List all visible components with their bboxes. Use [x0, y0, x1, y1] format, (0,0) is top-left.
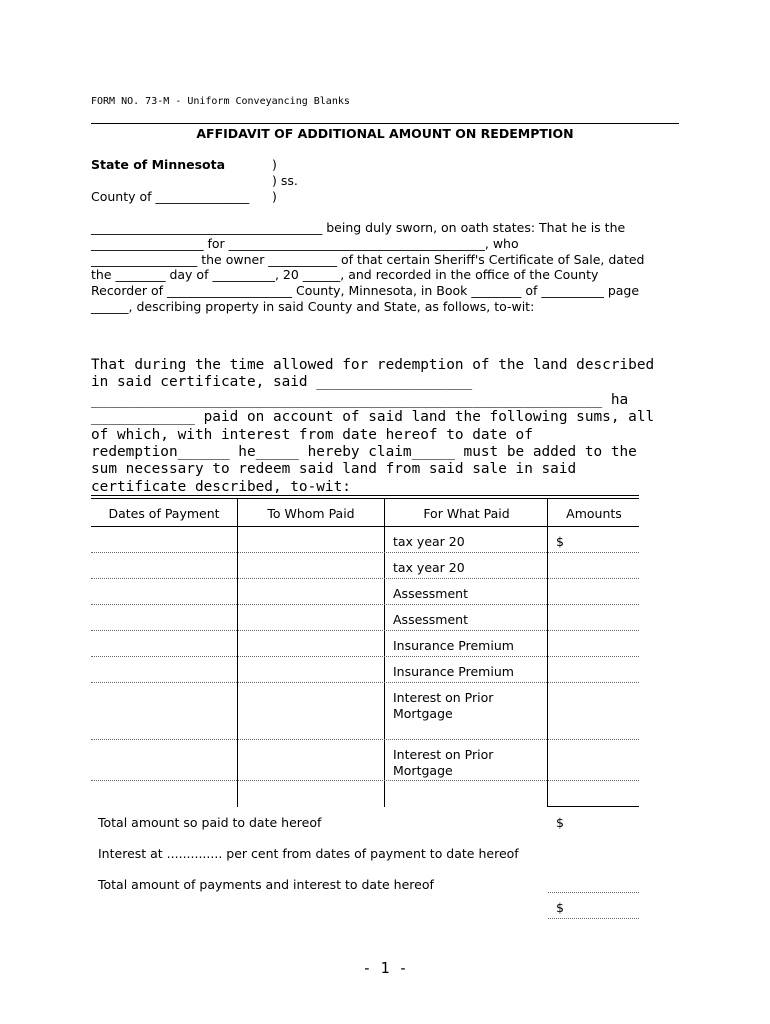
- for-what-paid-cell: Interest on Prior Mortgage: [393, 747, 494, 778]
- header-rule: [91, 123, 679, 124]
- row-separator: [91, 656, 639, 657]
- for-what-paid-cell: tax year 20: [393, 534, 465, 549]
- header-amounts: Amounts: [566, 506, 622, 521]
- amount-cell: $: [556, 534, 564, 549]
- affiant-line: the ________ day of __________, 20 ______, and recorded in the office of the County: [91, 267, 599, 283]
- for-what-paid-cell: Insurance Premium: [393, 664, 514, 679]
- for-what-paid-cell: Assessment: [393, 586, 468, 601]
- row-separator: [91, 630, 639, 631]
- row-separator: [91, 739, 639, 740]
- venue-paren-3: ): [272, 189, 277, 204]
- redemption-line: ____________ paid on account of said land the following sums, all: [91, 409, 655, 426]
- form-number: FORM NO. 73-M - Uniform Conveyancing Blanks: [91, 96, 350, 107]
- redemption-line: of which, with interest from date hereof to date of: [91, 426, 533, 443]
- redemption-line: sum necessary to redeem said land from said sale in said: [91, 461, 577, 478]
- column-divider: [547, 499, 548, 807]
- venue-ss: ) ss.: [272, 173, 298, 188]
- column-divider: [237, 499, 238, 807]
- header-to-whom-paid: To Whom Paid: [267, 506, 355, 521]
- amounts-total-rule: [548, 806, 639, 807]
- for-what-paid-cell: Assessment: [393, 612, 468, 627]
- document-title: AFFIDAVIT OF ADDITIONAL AMOUNT ON REDEMPTION: [196, 126, 574, 141]
- total-paid-label: Total amount so paid to date hereof: [98, 815, 322, 830]
- row-separator: [91, 604, 639, 605]
- table-top-rule: [91, 495, 639, 496]
- affiant-line: __________________ for _________________________________________, who: [91, 235, 519, 251]
- table-top-rule: [91, 498, 639, 499]
- redemption-line: in said certificate, said __________________: [91, 374, 473, 391]
- venue-county: County of _______________: [91, 189, 250, 204]
- affiant-line: Recorder of ____________________ County, Minnesota, in Book ________ of __________ page: [91, 283, 640, 299]
- amount-blank-line: [548, 918, 639, 919]
- for-what-paid-cell: Insurance Premium: [393, 638, 514, 653]
- row-separator: [91, 578, 639, 579]
- row-separator: [91, 682, 639, 683]
- header-for-what-paid: For What Paid: [423, 506, 510, 521]
- redemption-line: certificate described, to-wit:: [91, 478, 351, 495]
- redemption-line: That during the time allowed for redemption of the land described: [91, 357, 655, 373]
- total-with-interest-amount: $: [556, 900, 564, 915]
- redemption-line: redemption______ he_____ hereby claim_____ must be added to the: [91, 444, 637, 461]
- affiant-line: ______, describing property in said County and State, as follows, to-wit:: [91, 298, 535, 314]
- redemption-line: ___________________________________________________________ ha: [91, 391, 629, 408]
- affiant-paragraph: [91, 220, 681, 315]
- affiant-line: _____________________________________ being duly sworn, on oath states: That he is the: [91, 220, 626, 235]
- affiant-line: _________________ the owner ___________ of that certain Sheriff's Certificate of Sale, dated: [91, 251, 645, 267]
- interest-label: Interest at .............. per cent from dates of payment to date hereof: [98, 846, 519, 861]
- header-dates-of-payment: Dates of Payment: [108, 506, 220, 521]
- total-paid-amount: $: [556, 815, 564, 830]
- venue-state: State of Minnesota: [91, 157, 226, 172]
- venue-paren-1: ): [272, 157, 277, 172]
- page-number: - 1 -: [362, 959, 408, 977]
- amount-blank-line: [548, 892, 639, 893]
- for-what-paid-cell: tax year 20: [393, 560, 465, 575]
- row-separator: [91, 780, 639, 781]
- total-with-interest-label: Total amount of payments and interest to date hereof: [98, 877, 434, 892]
- redemption-paragraph: [91, 357, 691, 496]
- header-bottom-rule: [91, 526, 639, 527]
- column-divider: [384, 499, 385, 807]
- for-what-paid-cell: Interest on Prior Mortgage: [393, 690, 494, 721]
- row-separator: [91, 552, 639, 553]
